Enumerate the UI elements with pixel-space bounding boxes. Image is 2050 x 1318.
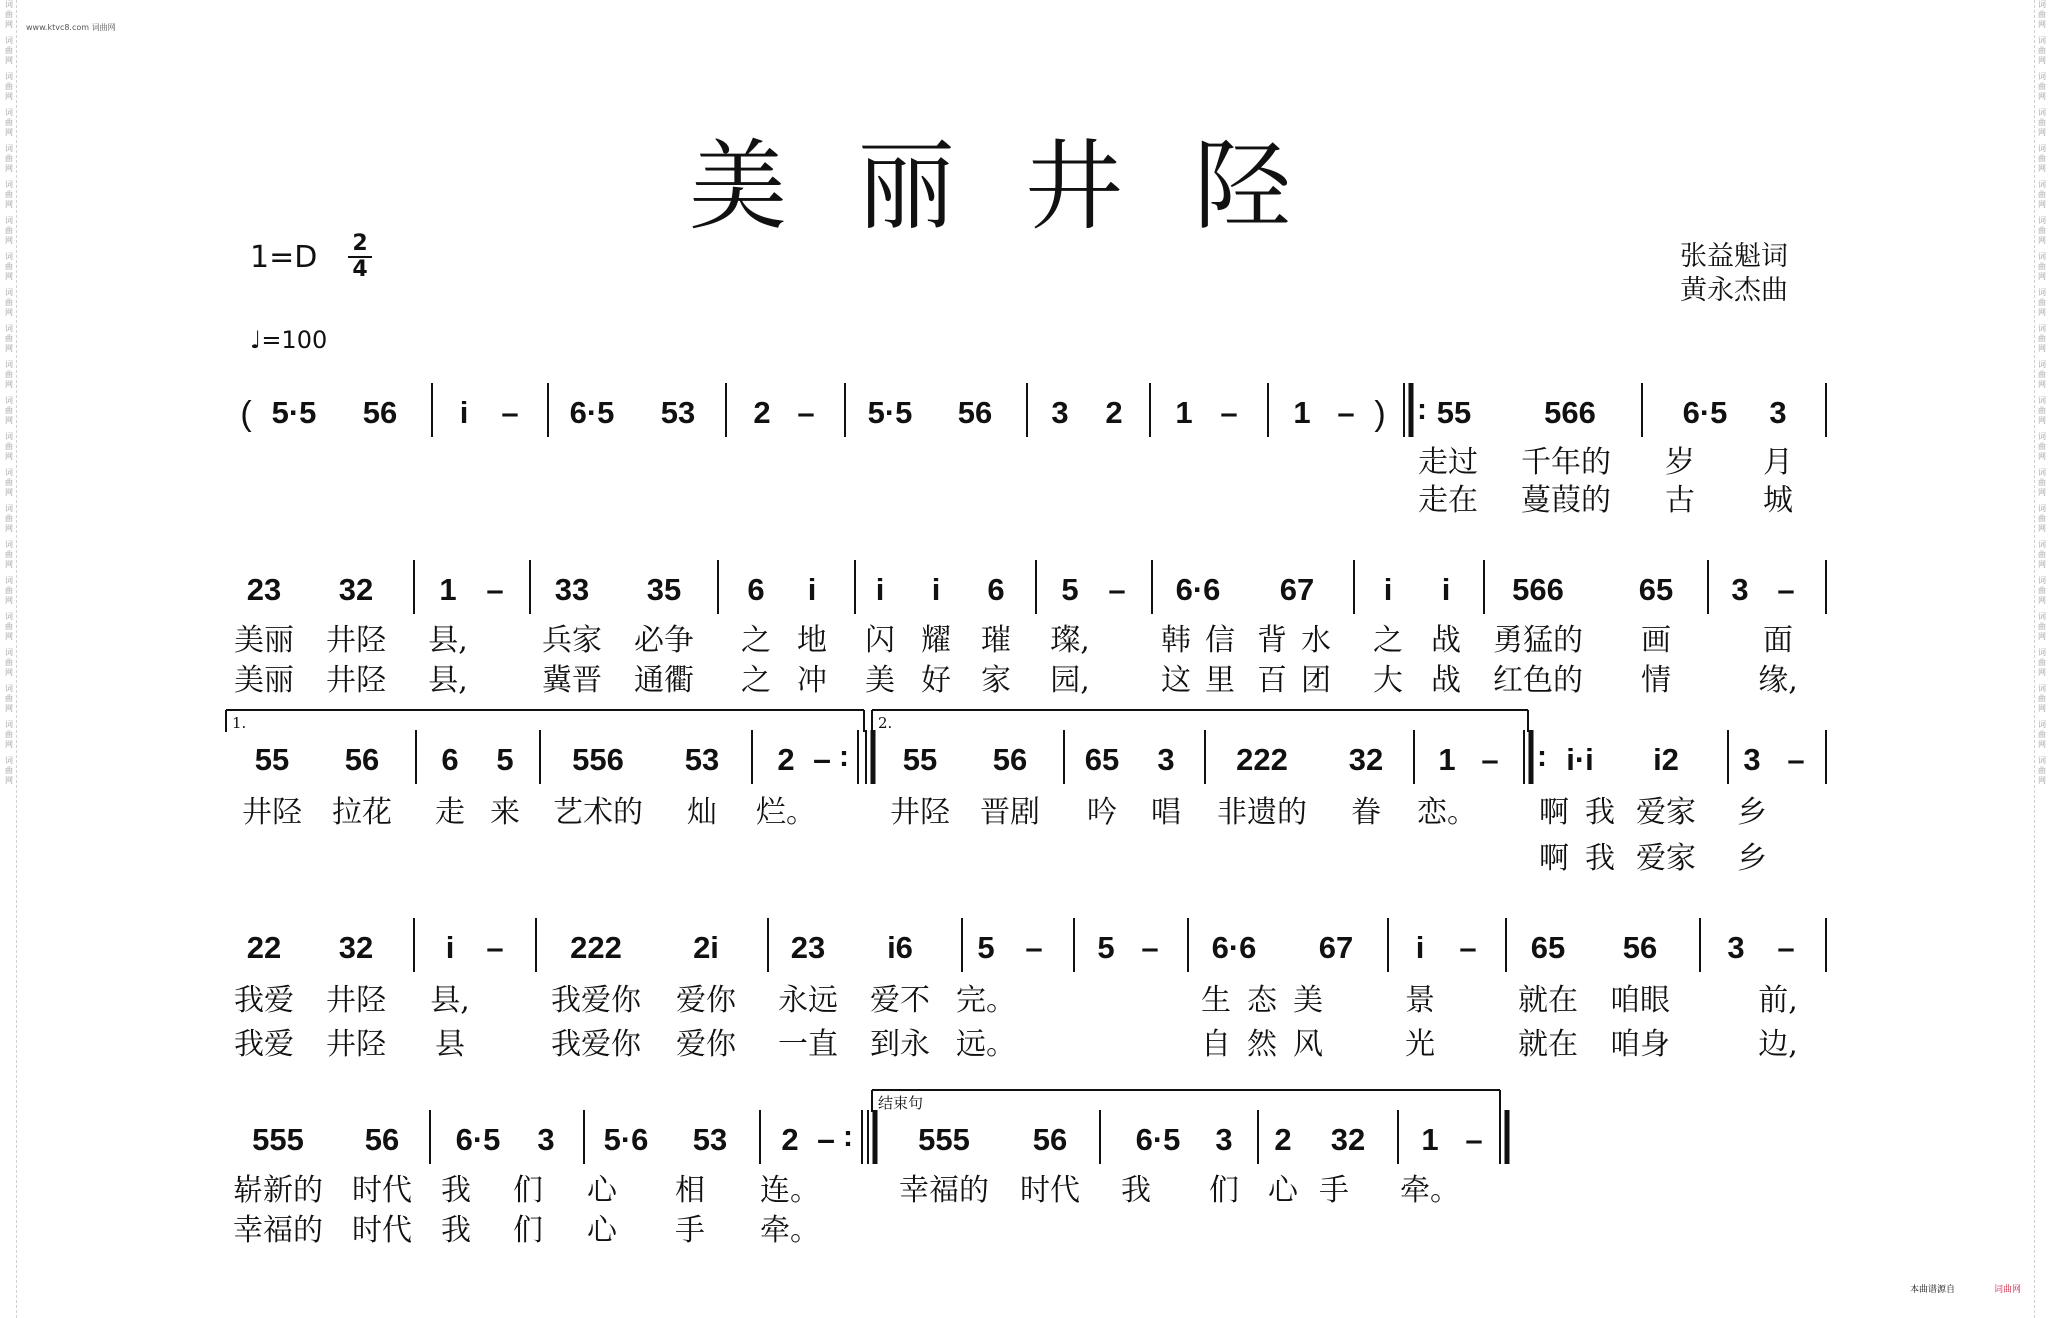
footer-source-label: 本曲谱源自 xyxy=(1910,1285,1956,1295)
watermark-text: 词曲网 xyxy=(2038,252,2046,281)
note-group: 6 xyxy=(441,742,459,777)
watermark-text: 词曲网 xyxy=(2038,540,2046,569)
lyric: 时代 xyxy=(352,1213,412,1248)
note-group: 566 xyxy=(1512,572,1564,607)
watermark-text: 词曲网 xyxy=(2038,180,2046,209)
lyric: 走在 xyxy=(1418,483,1478,518)
note-group: – xyxy=(1220,395,1238,430)
watermark-text: 词曲网 xyxy=(5,0,13,29)
lyric: 大 xyxy=(1373,663,1403,698)
note-group: 2i xyxy=(693,930,719,965)
note-group: – xyxy=(1481,742,1499,777)
watermark-text: 词曲网 xyxy=(5,720,13,749)
lyric: 心 xyxy=(587,1173,617,1208)
watermark-text: 词曲网 xyxy=(2038,108,2046,137)
note-group: i xyxy=(459,395,469,430)
lyric: 幸福的 xyxy=(899,1173,989,1208)
lyric: 就在 xyxy=(1518,1027,1578,1062)
note-group: 2 xyxy=(1274,1122,1292,1157)
lyric: 啊 xyxy=(1539,841,1569,876)
lyric: 态 xyxy=(1247,983,1277,1018)
note-group: i6 xyxy=(887,930,913,965)
lyric: 永远 xyxy=(778,983,838,1018)
lyric: 县, xyxy=(428,663,468,698)
note-group: 3 xyxy=(1051,395,1069,430)
lyric: 古 xyxy=(1665,483,1695,518)
lyric: 水 xyxy=(1301,623,1331,658)
note-group: 5 xyxy=(1097,930,1115,965)
note-group: 56 xyxy=(1622,930,1658,965)
lyric: 完。 xyxy=(956,983,1016,1018)
watermark-text: 词曲网 xyxy=(2038,612,2046,641)
lyric: 美丽 xyxy=(234,623,294,658)
repeat-dots: : xyxy=(1417,393,1427,426)
note-group: 53 xyxy=(660,395,696,430)
note-group: 56 xyxy=(992,742,1028,777)
note-group: i2 xyxy=(1653,742,1679,777)
watermark-text: 词曲网 xyxy=(2038,216,2046,245)
lyric: 前, xyxy=(1758,983,1798,1018)
note-group: 67 xyxy=(1279,572,1315,607)
note-group: 6·6 xyxy=(1211,930,1257,965)
note-group: 5·5 xyxy=(867,395,913,430)
note-group: 5·6 xyxy=(603,1122,649,1157)
composer: 黄永杰曲 xyxy=(1680,275,1788,306)
note-group: 65 xyxy=(1084,742,1120,777)
lyric: 井陉 xyxy=(890,795,950,830)
note-group: 5 xyxy=(977,930,995,965)
lyric: 牵。 xyxy=(760,1213,820,1248)
lyric: 井陉 xyxy=(326,983,386,1018)
lyric: 团 xyxy=(1301,663,1331,698)
note-group: i xyxy=(1415,930,1425,965)
lyric: 美 xyxy=(1293,983,1323,1018)
note-group: 222 xyxy=(570,930,622,965)
note-group: 6·5 xyxy=(1135,1122,1181,1157)
lyric: 心 xyxy=(1268,1173,1298,1208)
lyric: 战 xyxy=(1431,623,1461,658)
lyric: 景 xyxy=(1405,983,1435,1018)
note-group: 53 xyxy=(684,742,720,777)
watermark-text: 词曲网 xyxy=(5,72,13,101)
watermark-text: 词曲网 xyxy=(5,108,13,137)
note-group: 23 xyxy=(790,930,826,965)
lyric: 里 xyxy=(1205,663,1235,698)
lyric: 红色的 xyxy=(1493,663,1583,698)
watermark-text: 词曲网 xyxy=(5,180,13,209)
lyric: 们 xyxy=(513,1173,543,1208)
watermark-text: 词曲网 xyxy=(2038,72,2046,101)
note-group: – xyxy=(1465,1122,1483,1157)
lyric: 咱眼 xyxy=(1610,983,1670,1018)
lyric: 璀 xyxy=(981,623,1011,658)
watermark-text: 词曲网 xyxy=(5,684,13,713)
note-group: 2 xyxy=(777,742,795,777)
site-url: www.ktvc8.com 词曲网 xyxy=(26,23,116,32)
note-group: i xyxy=(931,572,941,607)
note-group: 3 xyxy=(1731,572,1749,607)
watermark-text: 词曲网 xyxy=(5,576,13,605)
lyric: 我爱 xyxy=(234,1027,294,1062)
lyric: 冀晋 xyxy=(542,663,602,698)
note-group: 35 xyxy=(646,572,682,607)
watermark-text: 词曲网 xyxy=(2038,684,2046,713)
note-group: 6·5 xyxy=(455,1122,501,1157)
lyric: 爱你 xyxy=(676,1027,736,1062)
lyric: 园, xyxy=(1050,663,1090,698)
lyric: 牵。 xyxy=(1400,1173,1460,1208)
note-group: 1 xyxy=(1438,742,1456,777)
note-group: 1 xyxy=(1421,1122,1439,1157)
note-dash: – xyxy=(817,1121,835,1157)
watermark-text: 词曲网 xyxy=(5,612,13,641)
watermark-text: 词曲网 xyxy=(2038,504,2046,533)
lyric: 之 xyxy=(1373,623,1403,658)
lyric: 拉花 xyxy=(332,795,392,830)
note-group: 32 xyxy=(1330,1122,1366,1157)
lyric: 爱家 xyxy=(1636,841,1696,876)
lyric: 通衢 xyxy=(634,663,694,698)
note-group: 55 xyxy=(254,742,290,777)
lyric: 烂。 xyxy=(756,795,816,830)
repeat-dots: : xyxy=(843,1120,853,1153)
lyric: 之 xyxy=(741,623,771,658)
volta-label: 1. xyxy=(232,714,247,732)
lyric: 时代 xyxy=(1020,1173,1080,1208)
watermark-text: 词曲网 xyxy=(5,648,13,677)
lyric: 缘, xyxy=(1758,663,1798,698)
watermark-text: 词曲网 xyxy=(2038,288,2046,317)
watermark-text: 词曲网 xyxy=(2038,396,2046,425)
lyric: 兵家 xyxy=(542,623,602,658)
watermark-text: 词曲网 xyxy=(2038,648,2046,677)
lyric: 岁 xyxy=(1665,445,1695,480)
lyric: 相 xyxy=(675,1173,705,1208)
meter-bottom: 4 xyxy=(348,256,372,282)
lyric: 艺术的 xyxy=(553,795,643,830)
lyric: 地 xyxy=(797,623,827,658)
note-group: 566 xyxy=(1544,395,1596,430)
lyric: 们 xyxy=(513,1213,543,1248)
note-group: 555 xyxy=(918,1122,970,1157)
lyric: 蔓葭的 xyxy=(1521,483,1611,518)
lyric: 到永 xyxy=(870,1027,930,1062)
repeat-dots: : xyxy=(1537,740,1547,773)
lyric: 美 xyxy=(865,663,895,698)
lyric: 晋剧 xyxy=(980,795,1040,830)
lyric: 就在 xyxy=(1518,983,1578,1018)
watermark-text: 词曲网 xyxy=(2038,576,2046,605)
watermark-text: 词曲网 xyxy=(5,756,13,785)
lyric: 家 xyxy=(981,663,1011,698)
watermark-text: 词曲网 xyxy=(2038,0,2046,29)
note-group: 6·6 xyxy=(1175,572,1221,607)
note-group: 32 xyxy=(338,930,374,965)
lyric: 唱 xyxy=(1151,795,1181,830)
lyric: 乡 xyxy=(1737,795,1767,830)
note-group: – xyxy=(1459,930,1477,965)
lyric: 崭新的 xyxy=(233,1173,323,1208)
lyric: 我 xyxy=(1121,1173,1151,1208)
lyric: 走过 xyxy=(1418,445,1478,480)
note-group: – xyxy=(1337,395,1355,430)
note-group: – xyxy=(1141,930,1159,965)
watermark-text: 词曲网 xyxy=(5,432,13,461)
note-group: 56 xyxy=(957,395,993,430)
note-group: 33 xyxy=(554,572,590,607)
watermark-text: 词曲网 xyxy=(2038,324,2046,353)
note-group: 5·5 xyxy=(271,395,317,430)
lyric: 眷 xyxy=(1351,795,1381,830)
lyric: 信 xyxy=(1205,623,1235,658)
lyric: 幸福的 xyxy=(233,1213,323,1248)
note-group: 65 xyxy=(1530,930,1566,965)
lyric: 勇猛的 xyxy=(1493,623,1583,658)
parenthesis: ) xyxy=(1374,395,1386,433)
note-group: 3 xyxy=(1215,1122,1233,1157)
lyric: 井陉 xyxy=(326,663,386,698)
lyric: 百 xyxy=(1257,663,1287,698)
note-group: 65 xyxy=(1638,572,1674,607)
note-dash: – xyxy=(813,741,831,777)
note-group: 6·5 xyxy=(1682,395,1728,430)
note-group: 55 xyxy=(1436,395,1472,430)
lyric: 我爱你 xyxy=(551,983,641,1018)
watermark-text: 词曲网 xyxy=(5,288,13,317)
lyric: 城 xyxy=(1763,483,1793,518)
watermark-text: 词曲网 xyxy=(2038,720,2046,749)
note-group: 32 xyxy=(1348,742,1384,777)
lyric: 自 xyxy=(1201,1027,1231,1062)
note-group: i xyxy=(1383,572,1393,607)
watermark-text: 词曲网 xyxy=(2038,360,2046,389)
lyric: 风 xyxy=(1293,1027,1323,1062)
lyric: 边, xyxy=(1758,1027,1798,1062)
lyric: 然 xyxy=(1247,1027,1277,1062)
note-group: 2 xyxy=(1105,395,1123,430)
key-signature: 1=D xyxy=(250,240,318,275)
note-group: 222 xyxy=(1236,742,1288,777)
lyric: 光 xyxy=(1405,1027,1435,1062)
lyric: 情 xyxy=(1641,663,1671,698)
tempo-marking: ♩=100 xyxy=(250,326,328,354)
lyric: 来 xyxy=(490,795,520,830)
note-group: – xyxy=(1108,572,1126,607)
lyric: 县 xyxy=(435,1027,465,1062)
lyric: 啊 xyxy=(1539,795,1569,830)
note-group: 2 xyxy=(781,1122,799,1157)
watermark-text: 词曲网 xyxy=(5,468,13,497)
lyric: 之 xyxy=(741,663,771,698)
note-group: – xyxy=(1777,572,1795,607)
lyric: 井陉 xyxy=(326,623,386,658)
watermark-text: 词曲网 xyxy=(5,504,13,533)
watermark-text: 词曲网 xyxy=(5,396,13,425)
watermark-text: 词曲网 xyxy=(5,252,13,281)
note-group: 56 xyxy=(1032,1122,1068,1157)
note-group: – xyxy=(1025,930,1043,965)
lyric: 一直 xyxy=(778,1027,838,1062)
lyric: 必争 xyxy=(634,623,694,658)
note-group: – xyxy=(1777,930,1795,965)
lyric: 远。 xyxy=(956,1027,1016,1062)
footer-brand: 词曲网 xyxy=(1994,1285,2022,1295)
lyric: 我 xyxy=(441,1213,471,1248)
lyric: 我 xyxy=(1585,795,1615,830)
lyric: 我 xyxy=(1585,841,1615,876)
lyric: 爱不 xyxy=(870,983,930,1018)
note-group: 556 xyxy=(572,742,624,777)
lyric: 走 xyxy=(435,795,465,830)
lyric: 恋。 xyxy=(1417,795,1477,830)
lyric: 我爱 xyxy=(234,983,294,1018)
lyricist: 张益魁词 xyxy=(1680,241,1788,272)
watermark-text: 词曲网 xyxy=(5,360,13,389)
note-group: – xyxy=(501,395,519,430)
note-group: i·i xyxy=(1566,742,1594,777)
lyric: 井陉 xyxy=(242,795,302,830)
note-group: 3 xyxy=(1769,395,1787,430)
note-group: i xyxy=(875,572,885,607)
lyric: 手 xyxy=(675,1213,705,1248)
note-group: 23 xyxy=(246,572,282,607)
note-group: 3 xyxy=(1727,930,1745,965)
volta-label: 2. xyxy=(878,714,893,732)
note-group: 6 xyxy=(987,572,1005,607)
note-group: 1 xyxy=(439,572,457,607)
note-group: – xyxy=(1787,742,1805,777)
watermark-text: 词曲网 xyxy=(5,216,13,245)
note-group: 6·5 xyxy=(569,395,615,430)
lyric: 月 xyxy=(1763,445,1793,480)
note-group: 5 xyxy=(496,742,514,777)
lyric: 这 xyxy=(1161,663,1191,698)
note-group: 5 xyxy=(1061,572,1079,607)
note-group: i xyxy=(445,930,455,965)
lyric: 非遗的 xyxy=(1217,795,1307,830)
meter-top: 2 xyxy=(352,231,368,256)
lyric: 爱家 xyxy=(1636,795,1696,830)
watermark-text: 词曲网 xyxy=(5,324,13,353)
lyric: 韩 xyxy=(1161,623,1191,658)
lyric: 千年的 xyxy=(1521,445,1611,480)
note-group: 2 xyxy=(753,395,771,430)
note-group: 67 xyxy=(1318,930,1354,965)
lyric: 县, xyxy=(428,623,468,658)
note-group: 55 xyxy=(902,742,938,777)
note-group: – xyxy=(486,572,504,607)
note-group: – xyxy=(797,395,815,430)
note-group: 22 xyxy=(246,930,282,965)
note-group: – xyxy=(486,930,504,965)
parenthesis: ( xyxy=(240,395,252,433)
note-group: 1 xyxy=(1175,395,1193,430)
lyric: 我爱你 xyxy=(551,1027,641,1062)
lyric: 璨, xyxy=(1050,623,1090,658)
note-group: 56 xyxy=(364,1122,400,1157)
lyric: 时代 xyxy=(352,1173,412,1208)
lyric: 冲 xyxy=(797,663,827,698)
watermark-text: 词曲网 xyxy=(5,144,13,173)
note-group: 3 xyxy=(1743,742,1761,777)
note-group: 32 xyxy=(338,572,374,607)
note-group: i xyxy=(1441,572,1451,607)
note-group: 56 xyxy=(344,742,380,777)
lyric: 背 xyxy=(1257,623,1287,658)
lyric: 咱身 xyxy=(1610,1027,1670,1062)
note-group: i xyxy=(807,572,817,607)
lyric: 心 xyxy=(587,1213,617,1248)
lyric: 们 xyxy=(1209,1173,1239,1208)
watermark-text: 词曲网 xyxy=(5,540,13,569)
lyric: 乡 xyxy=(1737,841,1767,876)
lyric: 吟 xyxy=(1087,795,1117,830)
watermark-text: 词曲网 xyxy=(2038,144,2046,173)
note-group: 555 xyxy=(252,1122,304,1157)
lyric: 面 xyxy=(1763,623,1793,658)
repeat-dots: : xyxy=(839,740,849,773)
volta-label: 结束句 xyxy=(878,1094,924,1112)
lyric: 灿 xyxy=(687,795,717,830)
lyric: 美丽 xyxy=(234,663,294,698)
watermark-text: 词曲网 xyxy=(2038,756,2046,785)
lyric: 画 xyxy=(1641,623,1671,658)
lyric: 爱你 xyxy=(676,983,736,1018)
lyric: 好 xyxy=(921,663,951,698)
lyric: 连。 xyxy=(760,1173,820,1208)
watermark-text: 词曲网 xyxy=(2038,468,2046,497)
note-group: 3 xyxy=(1157,742,1175,777)
watermark-text: 词曲网 xyxy=(2038,432,2046,461)
lyric: 我 xyxy=(441,1173,471,1208)
lyric: 战 xyxy=(1431,663,1461,698)
note-group: 1 xyxy=(1293,395,1311,430)
lyric: 闪 xyxy=(865,623,895,658)
lyric: 手 xyxy=(1319,1173,1349,1208)
lyric: 生 xyxy=(1201,983,1231,1018)
note-group: 53 xyxy=(692,1122,728,1157)
watermark-text: 词曲网 xyxy=(5,36,13,65)
lyric: 井陉 xyxy=(326,1027,386,1062)
lyric: 耀 xyxy=(921,623,951,658)
note-group: 56 xyxy=(362,395,398,430)
note-group: 3 xyxy=(537,1122,555,1157)
note-group: 6 xyxy=(747,572,765,607)
watermark-text: 词曲网 xyxy=(2038,36,2046,65)
song-title: 美丽井陉 xyxy=(688,130,1361,244)
lyric: 县, xyxy=(430,983,470,1018)
